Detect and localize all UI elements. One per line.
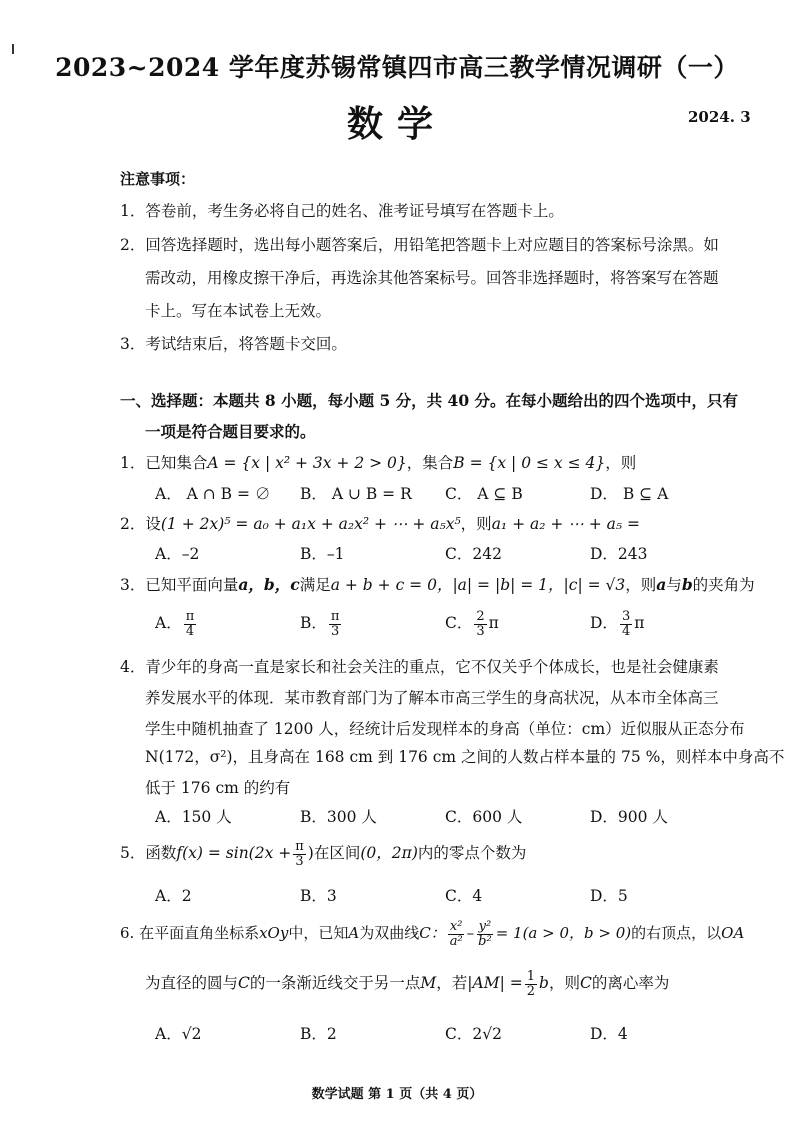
q5-option-a: A．2: [155, 887, 192, 905]
q6-option-a: A．√2: [155, 1025, 202, 1043]
notice-item-2-line-3: 卡上。写在本试卷上无效。: [145, 302, 332, 320]
q3-option-b: [300, 610, 343, 638]
q6-l2a: 为直径的圆与: [145, 974, 239, 993]
q1-set-b: B = {x | 0 ≤ x ≤ 4}: [453, 454, 606, 472]
q1-option-a: A． A ∩ B = ∅: [155, 485, 271, 503]
q6-point-a: A: [348, 924, 360, 943]
q3-option-d-fraction: [620, 610, 632, 638]
q5-option-d: D．5: [590, 887, 628, 905]
question-6-line-1: [120, 920, 744, 948]
q3-option-d: [590, 610, 644, 638]
q3-option-b-fraction: [329, 610, 342, 638]
q3-option-a-fraction: [184, 610, 197, 638]
q3-text-e: ，则: [625, 576, 657, 594]
q3-text-a: 3．已知平面向量: [120, 576, 239, 594]
notice-item-2-line-2: 需改动，用橡皮擦干净后，再选涂其他答案标号。回答非选择题时，将答案写在答题: [145, 269, 719, 287]
q3-d-den: 4: [621, 623, 631, 639]
q6-curve: C：: [419, 924, 446, 943]
q5-num: π: [295, 839, 304, 854]
q6-l2j: 的离心率为: [591, 974, 670, 993]
exam-date: 2024. 3: [688, 108, 751, 126]
q1-text-c: ，集合: [406, 454, 454, 472]
q3-b-den: 3: [331, 623, 340, 639]
notice-item-2-line-1: 2．回答选择题时，选出每小题答案后，用铅笔把答题卡上对应题目的答案标号涂黑。如: [120, 236, 719, 254]
q5-function: f(x) = sin(2x +: [176, 844, 292, 863]
q6-option-b: B．2: [300, 1025, 337, 1043]
question-4-line-5: 低于 176 cm 的约有: [145, 779, 291, 797]
q3-d-num: 3: [621, 609, 631, 624]
q5-text-a: 5．函数: [120, 844, 177, 863]
q3-condition: a + b + c = 0，|a| = |b| = 1，|c| = √3: [330, 576, 626, 594]
q6-l2c: 的一条渐近线交于另一点: [249, 974, 421, 993]
q6-equation-tail: = 1(a > 0，b > 0): [495, 924, 632, 943]
q6-d2: b²: [478, 933, 492, 949]
q2-text-a: 2．设: [120, 515, 161, 533]
question-1-stem: [120, 451, 636, 473]
q6-text-c: 中，已知: [288, 924, 349, 943]
q3-d-tail: π: [634, 614, 645, 633]
q2-sum: a₁ + a₂ + ⋯ + a₅ =: [491, 515, 640, 533]
q3-c-num: 2: [476, 609, 485, 624]
q6-text-e: 为双曲线: [359, 924, 420, 943]
exam-title: 2023~2024 学年度苏锡常镇四市高三教学情况调研（一）: [55, 53, 739, 82]
q6-text-i: 的右顶点，以: [631, 924, 722, 943]
q3-option-c-label: C．: [445, 614, 473, 633]
q6-l2h: ，则: [548, 974, 580, 993]
question-2-stem: [120, 512, 640, 534]
q5-option-b: B．3: [300, 887, 337, 905]
q6-minus: –: [466, 924, 475, 943]
q3-vector-a: a: [656, 575, 667, 594]
question-4-line-1: 4．青少年的身高一直是家长和社会关注的重点，它不仅关乎个体成长，也是社会健康素: [120, 658, 719, 676]
notice-item-3: 3．考试结束后，将答题卡交回。: [120, 335, 347, 353]
q6-frac-1: [448, 920, 465, 948]
q5-interval: (0，2π): [360, 844, 418, 863]
q4-option-c: C．600 人: [445, 808, 523, 826]
q3-b-num: π: [330, 609, 340, 624]
question-4-line-2: 养发展水平的体现．某市教育部门为了解本市高三学生的身高状况，从本市全体高三: [145, 689, 719, 707]
q3-option-a-label: A．: [155, 614, 182, 633]
q2-option-a: A．–2: [155, 545, 200, 563]
notice-heading: 注意事项：: [120, 170, 196, 188]
subject-title: 数学: [346, 103, 447, 145]
q3-option-c: [445, 610, 499, 638]
q6-frac-2: [476, 920, 494, 948]
q2-option-b: B．–1: [300, 545, 345, 563]
q5-den: 3: [295, 853, 304, 869]
q3-text-g: 与: [666, 576, 682, 594]
q3-option-d-label: D．: [590, 614, 618, 633]
q3-option-b-label: B．: [300, 614, 327, 633]
q4-option-a: A．150 人: [155, 808, 232, 826]
question-4-line-3: 学生中随机抽查了 1200 人，经统计后发现样本的身高（单位：cm）近似服从正态分布: [145, 720, 745, 738]
q5-text-d: 在区间: [313, 844, 361, 863]
q3-text-c: 满足: [299, 576, 331, 594]
q6-text-a: 6. 在平面直角坐标系: [120, 924, 260, 943]
q1-option-d: D． B ⊆ A: [590, 485, 669, 503]
q6-l2i: C: [579, 974, 592, 993]
q3-c-tail: π: [488, 614, 499, 633]
q4-option-b: B．300 人: [300, 808, 377, 826]
q1-text-a: 1．已知集合: [120, 454, 208, 472]
q3-option-a: [155, 610, 198, 638]
q6-option-c: C．2√2: [445, 1025, 502, 1043]
question-4-line-4: N(172，σ²)，且身高在 168 cm 到 176 cm 之间的人数占样本量的 75 %，则样本中身高不: [145, 748, 785, 766]
q1-option-b: B． A ∪ B = R: [300, 485, 412, 503]
q3-vector-b: b: [681, 575, 693, 594]
q6-l2e: ，若: [436, 974, 468, 993]
q2-option-c: C．242: [445, 545, 502, 563]
q5-option-c: C．4: [445, 887, 483, 905]
q5-fraction: [293, 840, 306, 868]
q6-d1: a²: [449, 933, 463, 949]
q6-l2b: C: [238, 974, 250, 993]
q3-a-num: π: [185, 609, 195, 624]
q4-option-d: D．900 人: [590, 808, 668, 826]
q6-option-d: D．4: [590, 1025, 628, 1043]
q6-l2f: |AM| =: [467, 974, 523, 993]
page-footer: 数学试题 第 1 页（共 4 页）: [311, 1087, 483, 1102]
q2-option-d: D．243: [590, 545, 648, 563]
q1-set-a: A = {x | x² + 3x + 2 > 0}: [207, 454, 407, 472]
section-1-intro-line-2: 一项是符合题目要求的。: [145, 422, 316, 441]
question-6-line-2: [145, 970, 669, 998]
notice-item-1: 1．答卷前，考生务必将自己的姓名、准考证号填写在答题卡上。: [120, 202, 564, 220]
q3-a-den: 4: [185, 623, 195, 639]
q6-l2d: M: [420, 974, 437, 993]
q1-text-e: ，则: [605, 454, 637, 472]
q5-text-f: 内的零点个数为: [417, 844, 527, 863]
q6-segment: OA: [721, 924, 745, 943]
q2-text-c: ，则: [460, 515, 492, 533]
q2-expansion: (1 + 2x)⁵ = a₀ + a₁x + a₂x² + ⋯ + a₅x⁵: [160, 515, 461, 533]
q6-n1: x²: [449, 919, 463, 934]
q3-vectors: a，b，c: [238, 575, 300, 594]
q6-d3: 2: [526, 983, 536, 999]
q3-text-i: 的夹角为: [692, 576, 755, 594]
q6-n2: y²: [478, 919, 492, 934]
question-3-stem: [120, 573, 755, 595]
q1-option-c: C． A ⊆ B: [445, 485, 523, 503]
question-5-stem: [120, 840, 526, 868]
q6-frac-3: [525, 970, 537, 998]
q6-n3: 1: [526, 969, 536, 984]
q5-paren: ): [307, 844, 314, 863]
q6-l2g: b: [539, 974, 549, 993]
q6-coord: xOy: [259, 924, 289, 943]
section-1-intro-line-1: 一、选择题：本题共 8 小题，每小题 5 分，共 40 分。在每小题给出的四个选项中，只有: [120, 391, 739, 410]
q3-c-den: 3: [476, 623, 485, 639]
q3-option-c-fraction: [474, 610, 486, 638]
